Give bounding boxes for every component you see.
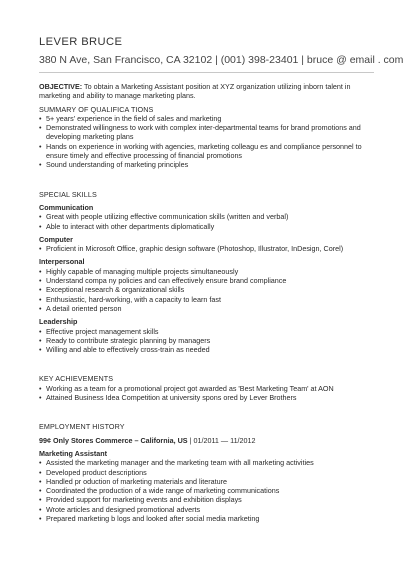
summary-item: • Demonstrated willingness to work with complex inter-departmental teams for brand promotions and developing marketing plans <box>39 123 374 142</box>
objective-text: To obtain a Marketing Assistant position at XYZ organization utilizing inborn talent in marketing and ability to manage marketing plans. <box>39 82 351 101</box>
achievements-list <box>39 384 374 403</box>
employment-dates: | 01/2011 — 11/2012 <box>189 435 256 445</box>
skills-heading: SPECIAL SKILLS <box>39 189 97 199</box>
summary-list <box>39 114 374 170</box>
duty-item: • Assisted the marketing manager and the marketing team with all marketing activities <box>39 458 374 467</box>
skill-group-list <box>39 244 374 253</box>
skill-group-list <box>39 212 374 231</box>
skill-item: • Able to interact with other departments diplomatically <box>39 222 374 231</box>
employment-duties-list <box>39 458 374 523</box>
skill-item: • Enthusiastic, hard-working, with a capacity to learn fast <box>39 295 374 304</box>
skill-item: • Proficient in Microsoft Office, graphic design software (Photoshop, Illustrator, InDesign, Corel) <box>39 244 374 253</box>
skill-item: • Effective project management skills <box>39 327 374 336</box>
duty-item: • Handled pr oduction of marketing materials and literature <box>39 477 374 486</box>
duty-item: • Wrote articles and designed promotional adverts <box>39 505 374 514</box>
summary-item: • 5+ years' experience in the field of sales and marketing <box>39 114 374 123</box>
achievement-item: • Working as a team for a promotional project got awarded as 'Best Marketing Team' at AON <box>39 384 374 393</box>
employer-name: 99¢ Only Stores Commerce – California, US <box>39 435 188 445</box>
summary-item: • Sound understanding of marketing principles <box>39 160 374 169</box>
summary-item: • Hands on experience in working with agencies, marketing colleagu es and compliance personnel to ensure timely and effective processing of financial promotions <box>39 142 374 161</box>
skill-group-title: Interpersonal <box>39 257 85 267</box>
duty-item: • Coordinated the production of a wide range of marketing communications <box>39 486 374 495</box>
skill-item: • Understand compa ny policies and can effectively ensure brand compliance <box>39 276 374 285</box>
skill-group-title: Leadership <box>39 317 78 327</box>
employment-heading: EMPLOYMENT HISTORY <box>39 422 125 432</box>
skill-group-list <box>39 267 374 313</box>
duty-item: • Prepared marketing b logs and looked after social media marketing <box>39 514 374 523</box>
achievement-item: • Attained Business Idea Competition at university spons ored by Lever Brothers <box>39 393 374 402</box>
duty-item: • Provided support for marketing events and exhibition displays <box>39 495 374 504</box>
header-divider <box>39 72 374 73</box>
objective-paragraph <box>39 82 374 101</box>
candidate-name: LEVER BRUCE <box>39 36 123 48</box>
skill-group-title: Communication <box>39 202 94 212</box>
objective-label: OBJECTIVE: <box>39 82 83 91</box>
skill-group-list <box>39 327 374 355</box>
skill-item: • A detail oriented person <box>39 304 374 313</box>
skill-item: • Great with people utilizing effective communication skills (written and verbal) <box>39 212 374 221</box>
skill-item: • Willing and able to effectively cross-train as needed <box>39 345 374 354</box>
duty-item: • Developed product descriptions <box>39 468 374 477</box>
skill-group-title: Computer <box>39 234 73 244</box>
job-title: Marketing Assistant <box>39 448 108 458</box>
skill-item: • Ready to contribute strategic planning by managers <box>39 336 374 345</box>
skill-item: • Highly capable of managing multiple projects simultaneously <box>39 267 374 276</box>
employment-entry <box>39 436 374 445</box>
skill-item: • Exceptional research & organizational skills <box>39 285 374 294</box>
summary-heading: SUMMARY OF QUALIFICA TIONS <box>39 104 154 114</box>
resume-body <box>39 82 374 523</box>
contact-line: 380 N Ave, San Francisco, CA 32102 | (001) 398-23401 | bruce @ email . com <box>39 54 403 66</box>
achievements-heading: KEY ACHIEVEMENTS <box>39 374 114 384</box>
